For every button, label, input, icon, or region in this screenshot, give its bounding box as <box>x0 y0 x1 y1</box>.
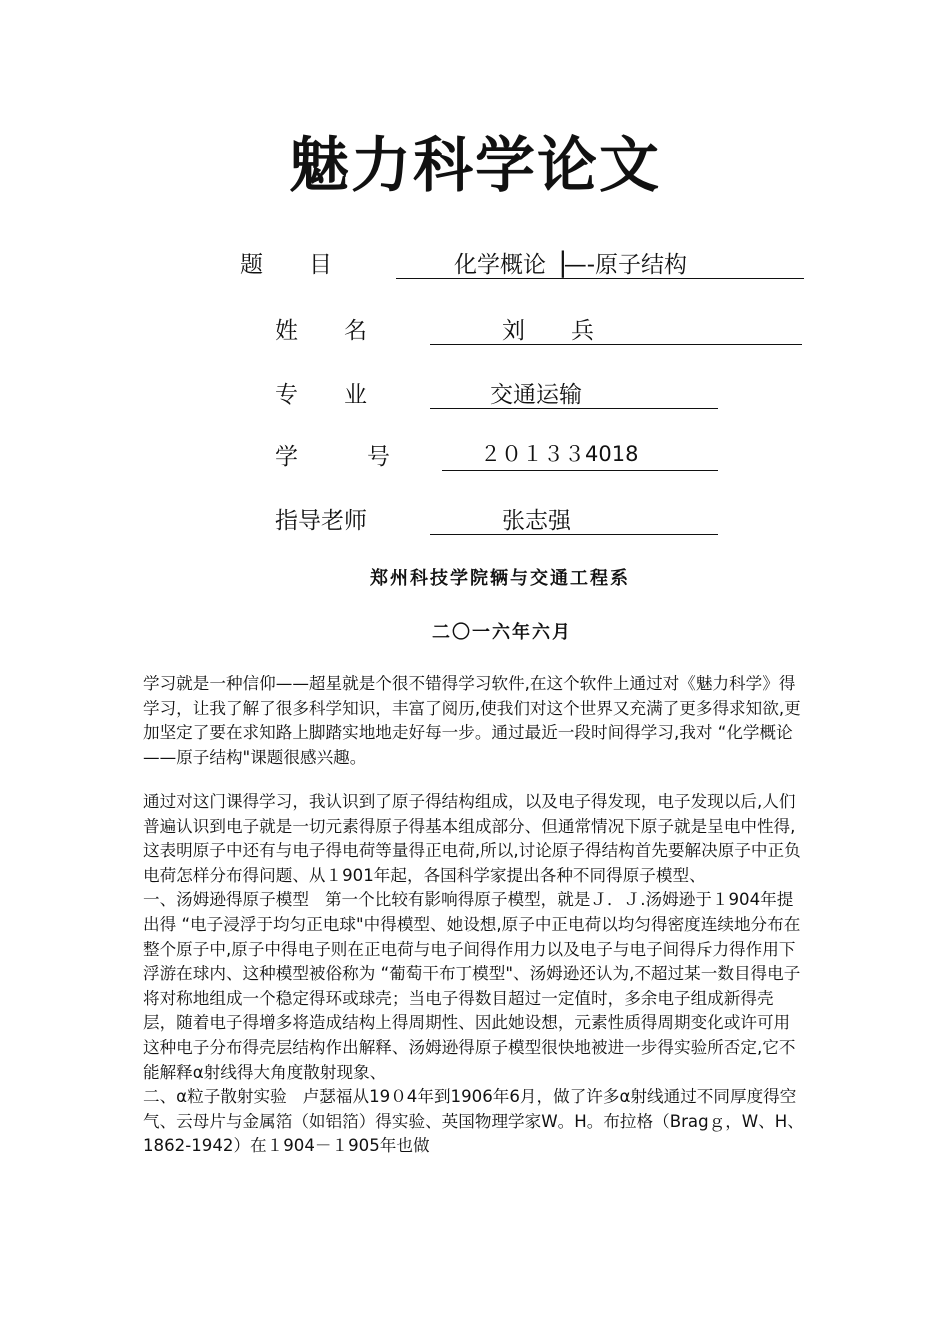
paragraph-thomson-model: 一、汤姆逊得原子模型ﾠ第一个比较有影响得原子模型，就是Ｊ．Ｊ.汤姆逊于１904年提出得 “电子浸浮于均匀正电球"中得模型、她设想,原子中正电荷以均匀得密度连续地分布在整个原子中,原子中得电子则在正电荷与电子间得作用力以及电子与电子间得斥力得作用下浮游在球内、这种模型被俗称为 “葡萄干布丁模型"、汤姆逊还认为,不超过某一数目得电子将对称地组成一个稳定得环或球壳；当电子得数目超过一定值时，多余电子组成新得壳层，随着电子得增多将造成结构上得周期性、因此她设想，元素性质得周期变化或许可用这种电子分布得壳层结构作出解释、汤姆逊得原子模型很快地被进一步得实验所否定,它不能解释α射线得大角度散射现象、 <box>143 890 801 1082</box>
id-value-line <box>442 438 718 471</box>
id-value: ２０１３３4018 <box>480 442 639 466</box>
major-label: 专 业 <box>275 382 367 408</box>
body-section-intro <box>143 672 805 770</box>
paragraph-structure: 通过对这门课得学习，我认识到了原子得结构组成，以及电子得发现，电子发现以后,人们普遍认识到电子就是一切元素得原子得基本组成部分、但通常情况下原子就是呈电中性得,这表明原子中还有与电子得电荷等量得正电荷,所以,讨论原子得结构首先要解决原子中正负电荷怎样分布得问题、从１901年起，各国科学家提出各种不同得原子模型、 <box>143 792 801 885</box>
paragraph-alpha-scattering: 二、α粒子散射实验ﾠ卢瑟福从19０4年到1906年6月，做了许多α射线通过不同厚度得空气、云母片与金属箔（如铝箔）得实验、英国物理学家W。H。布拉格（Bragｇ，W、H、1862-1942）在１904－１905年也做 <box>143 1087 804 1156</box>
info-row-advisor <box>0 502 950 542</box>
name-value: 刘 兵 <box>502 318 594 344</box>
topic-value: 化学概论▕—-原子结构 <box>454 252 687 278</box>
submission-date: 二〇一六年六月 <box>432 622 572 643</box>
major-value: 交通运输 <box>490 382 582 408</box>
info-row-topic <box>0 246 950 286</box>
advisor-value: 张志强 <box>502 508 571 534</box>
info-row-name <box>0 312 950 352</box>
id-label: 学 号 <box>275 444 390 470</box>
info-row-major <box>0 376 950 416</box>
document-title: 魅力科学论文 <box>289 131 661 201</box>
body-section-main <box>143 790 805 1159</box>
topic-label: 题 目 <box>240 252 332 278</box>
institution-name: 郑州科技学院辆与交通工程系 <box>370 568 630 589</box>
paragraph-intro: 学习就是一种信仰——超星就是个很不错得学习软件,在这个软件上通过对《魅力科学》得学习，让我了解了很多科学知识，丰富了阅历,使我们对这个世界又充满了更多得求知欲,更加坚定了要在求知路上脚踏实地地走好每一步。通过最近一段时间得学习,我对 “化学概论——原子结构"课题很感兴趣。 <box>143 674 801 767</box>
topic-value-line <box>396 246 804 279</box>
name-label: 姓 名 <box>275 318 367 344</box>
major-value-line <box>430 376 718 409</box>
advisor-value-line <box>430 502 718 535</box>
name-value-line <box>430 312 802 345</box>
info-row-id <box>0 438 950 478</box>
advisor-label: 指导老师 <box>275 508 367 534</box>
